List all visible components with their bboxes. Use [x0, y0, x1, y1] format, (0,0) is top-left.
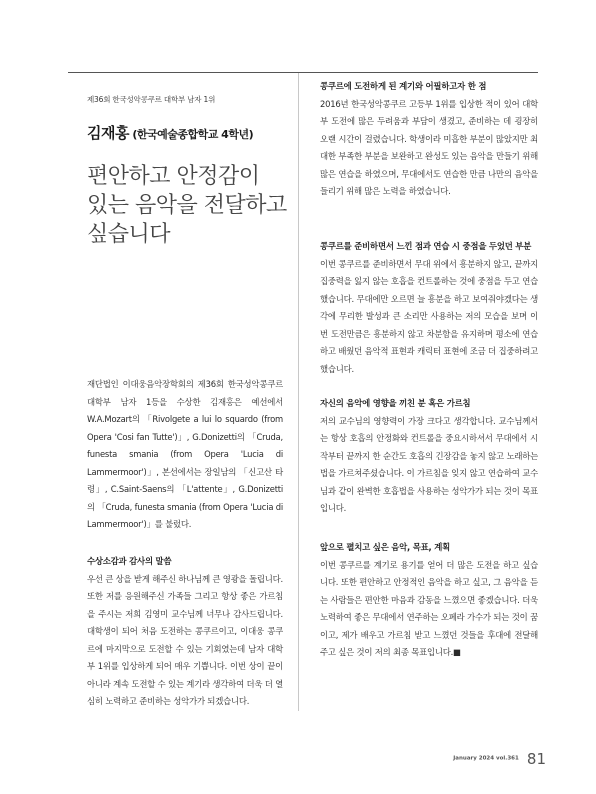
section-title: 수상소감과 감사의 말씀 — [87, 556, 172, 566]
section-title: 자신의 음악에 영향을 끼친 분 혹은 가르침 — [320, 398, 471, 408]
kicker: 제36회 한국성악콩쿠르 대학부 남자 1위 — [87, 95, 216, 104]
section-acceptance-speech — [87, 553, 283, 711]
intro-paragraph: 재단법인 이대웅음악장학회의 제36회 한국성악콩쿠르 대학부 남자 1등을 수상한 김재홍은 예선에서 W.A.Mozart의 「Rivolgete a lui lo squardo (from Opera 'Cosi fan Tutte')」, G.Donizetti의 「Cruda, funesta smania (from Opera 'Lucia di Lammermoor')」, 본선에서는 장일남의 「신고산 타령」, C.Saint-Saens의 「L'attente」, G.Donizetti의 「Cruda, funesta smania (from Opera 'Lucia di Lammermoor')」를 불렀다. — [87, 379, 283, 529]
interviewee-name — [87, 122, 287, 143]
section-title: 콩쿠르에 도전하게 된 계기와 어필하고자 한 점 — [320, 81, 487, 91]
top-rule — [68, 72, 538, 73]
headline-line-1: 편안하고 안정감이 — [87, 164, 260, 189]
column-divider — [298, 73, 299, 711]
section-motivation — [320, 78, 538, 201]
section-title: 앞으로 펼치고 싶은 음악, 목표, 계획 — [320, 542, 451, 552]
page-number: 81 — [526, 749, 546, 768]
section-preparation — [320, 238, 538, 378]
issue-label: January 2024 vol.361 — [453, 755, 519, 762]
section-body: 이번 콩쿠르를 준비하면서 무대 위에서 흥분하지 않고, 끝까지 집중력을 잃지 않는 호흡을 컨트롤하는 것에 중점을 두고 연습했습니다. 무대에만 오르면 늘 흥분을 하고 보여줘야겠다는 생각에 무리한 발성과 큰 소리만 사용하는 저의 모습을 보며 이번 도전만큼은 흥분하지 않고 차분함을 유지하며 평소에 연습하고 배웠던 음악적 표현과 캐릭터 표현에 조금 더 집중하려고 했습니다. — [320, 258, 538, 374]
headline-line-2: 있는 음악을 전달하고 — [87, 193, 287, 218]
name-text: 김재홍 — [87, 124, 129, 142]
section-body: 이번 콩쿠르를 계기로 용기를 얻어 더 많은 도전을 하고 싶습니다. 또한 편안하고 안정적인 음악을 하고 싶고, 그 음악을 듣는 사람들은 편안한 마음과 감동을 느꼈으면 좋겠습니다. 더욱 노력하여 좋은 무대에서 연주하는 오페라 가수가 되는 것이 꿈이고, 제가 배우고 가르침 받고 느꼈던 것들을 후대에 전달해주고 싶은 것이 저의 최종 목표입니다.■ — [320, 559, 538, 657]
page-footer — [453, 748, 546, 768]
section-body: 우선 큰 상을 받게 해주신 하나님께 큰 영광을 돌립니다. 또한 저를 응원해주신 가족들 그리고 항상 좋은 가르침을 주시는 저희 김영미 교수님께 너무나 감사드립니다. 대학생이 되어 처음 도전하는 콩쿠르이고, 이대웅 콩쿠르에 마지막으로 도전할 수 있는 기회였는데 남자 대학부 1위를 입상하게 되어 매우 기쁩니다. 이번 상이 끝이 아니라 계속 도전할 수 있는 계기라 생각하여 더욱 더 열심히 노력하고 준비하는 성악가가 되겠습니다. — [87, 573, 283, 706]
headline — [87, 162, 292, 249]
section-future-goals — [320, 539, 538, 662]
section-body: 2016년 한국성악콩쿠르 고등부 1위를 입상한 적이 있어 대학부 도전에 많은 두려움과 부담이 생겼고, 준비하는 데 굉장히 오랜 시간이 걸렸습니다. 학생이라 미흡한 부분이 많았지만 최대한 부족한 부분을 보완하고 완성도 있는 음악을 만들기 위해 많은 연습을 하였으며, 무대에서도 연습한 만큼 나만의 음악을 들리기 위해 많은 노력을 하였습니다. — [320, 98, 538, 196]
school-text: (한국예술종합학교 4학년) — [128, 128, 254, 141]
headline-line-3: 싶습니다 — [87, 222, 171, 247]
section-influence — [320, 395, 538, 518]
section-body: 저의 교수님의 영향력이 가장 크다고 생각합니다. 교수님께서는 항상 호흡의 안정화와 컨트롤을 중요시하셔서 무대에서 시작부터 끝까지 한 순간도 호흡의 긴장감을 놓지 않고 노래하는 법을 가르쳐주셨습니다. 이 가르침을 잊지 않고 연습하여 교수님과 같이 완벽한 호흡법을 사용하는 성악가가 되는 것이 목표입니다. — [320, 415, 538, 513]
section-title: 콩쿠르를 준비하면서 느낀 점과 연습 시 중점을 두었던 부분 — [320, 241, 532, 251]
